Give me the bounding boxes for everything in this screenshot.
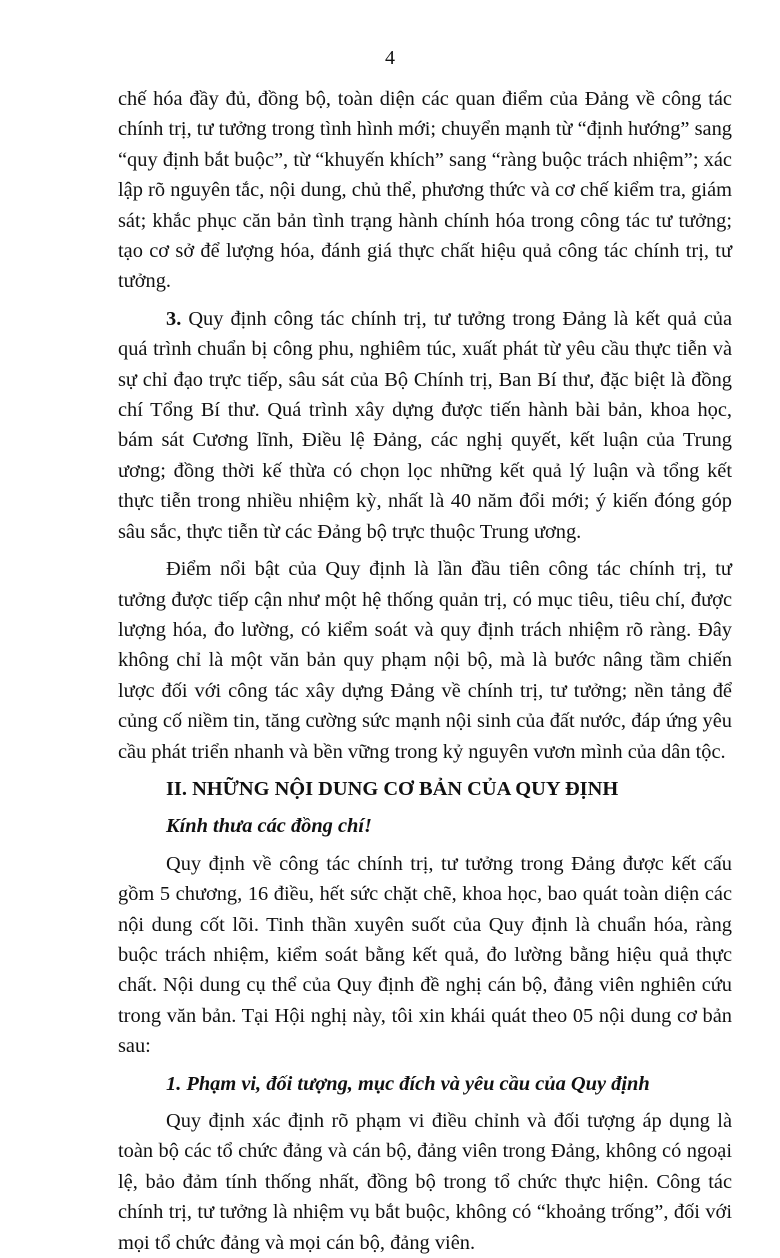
subsection-heading: 1. Phạm vi, đối tượng, mục đích và yêu cầu của Quy định: [166, 1072, 650, 1095]
greeting: Kính thưa các đồng chí!: [166, 815, 372, 838]
paragraph-point-3-text: Quy định công tác chính trị, tư tưởng trong Đảng là kết quả của quá trình chuẩn bị công phu, nghiêm túc, xuất phát từ yêu cầu thực tiễn và sự chỉ đạo trực tiếp, sâu sát của Bộ Chính trị, Ban Bí thư, đặc biệt là đồng chí Tổng Bí thư. Quá trình xây dựng được tiến hành bài bản, khoa học, bám sát Cương lĩnh, Điều lệ Đảng, các nghị quyết, kết luận của Trung ương; đồng thời kế thừa có chọn lọc những kết quả lý luận và tổng kết thực tiễn trong nhiều nhiệm kỳ, nhất là 40 năm đổi mới; ý kiến đóng góp sâu sắc, thực tiễn từ các Đảng bộ trực thuộc Trung ương.: [118, 307, 732, 543]
paragraph-scope: Quy định xác định rõ phạm vi điều chỉnh và đối tượng áp dụng là toàn bộ các tổ chức đảng và cán bộ, đảng viên trong Đảng, không có ngoại lệ, bảo đảm tính thống nhất, đồng bộ trong tổ chức thực hiện. Công tác chính trị, tư tưởng là nhiệm vụ bắt buộc, không có “khoảng trống”, đối với mọi tổ chức đảng và mọi cán bộ, đảng viên.: [118, 1110, 732, 1254]
document-body: [118, 84, 732, 1258]
paragraph-point-3: [118, 304, 732, 547]
paragraph-continuation: chế hóa đầy đủ, đồng bộ, toàn diện các quan điểm của Đảng về công tác chính trị, tư tưởng trong tình hình mới; chuyển mạnh từ “định hướng” sang “quy định bắt buộc”, từ “khuyến khích” sang “ràng buộc trách nhiệm”; xác lập rõ nguyên tắc, nội dung, chủ thể, phương thức và cơ chế kiểm tra, giám sát; khắc phục căn bản tình trạng hành chính hóa trong công tác tư tưởng; tạo cơ sở để lượng hóa, đánh giá thực chất hiệu quả công tác chính trị, tư tưởng.: [118, 88, 732, 293]
page-number: 4: [385, 47, 395, 69]
paragraph-structure: Quy định về công tác chính trị, tư tưởng trong Đảng được kết cấu gồm 5 chương, 16 điều, hết sức chặt chẽ, khoa học, bao quát toàn diện các nội dung cốt lõi. Tinh thần xuyên suốt của Quy định là chuẩn hóa, ràng buộc trách nhiệm, kiểm soát bằng kết quả, đo lường bằng hiệu quả thực chất. Nội dung cụ thể của Quy định đề nghị cán bộ, đảng viên nghiên cứu trong văn bản. Tại Hội nghị này, tôi xin khái quát theo 05 nội dung cơ bản sau:: [118, 852, 732, 1058]
paragraph-highlight: Điểm nổi bật của Quy định là lần đầu tiên công tác chính trị, tư tưởng được tiếp cận như một hệ thống quản trị, có mục tiêu, tiêu chí, được lượng hóa, đo lường, có kiểm soát và quy định trách nhiệm rõ ràng. Đây không chỉ là một văn bản quy phạm nội bộ, mà là bước nâng tầm chiến lược đối với công tác xây dựng Đảng về chính trị, tư tưởng; nền tảng để củng cố niềm tin, tăng cường sức mạnh nội sinh của đất nước, đáp ứng yêu cầu phát triển nhanh và bền vững trong kỷ nguyên vươn mình của dân tộc.: [118, 558, 732, 763]
point-number: 3.: [166, 307, 182, 330]
section-heading: II. NHỮNG NỘI DUNG CƠ BẢN CỦA QUY ĐỊNH: [166, 777, 619, 800]
